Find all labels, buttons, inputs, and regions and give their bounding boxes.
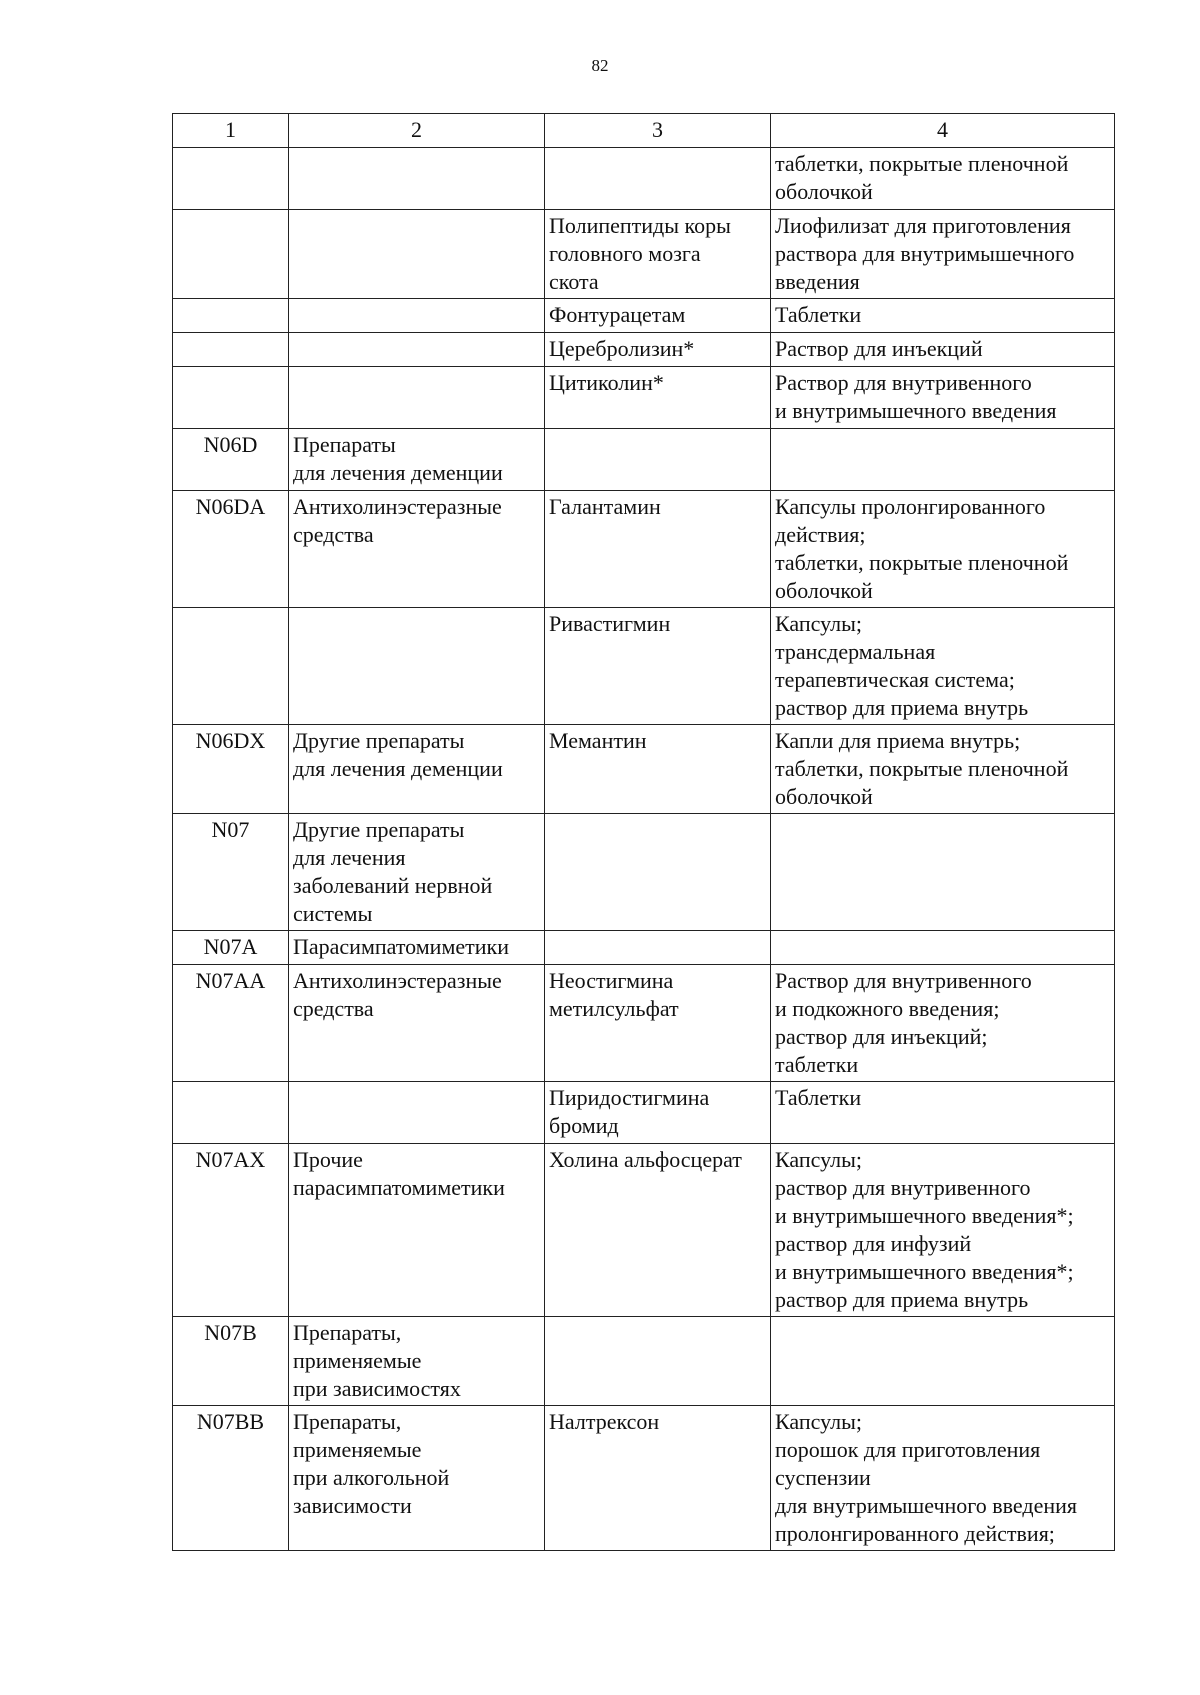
dosage-form-cell — [771, 333, 1115, 367]
drug-name-cell — [545, 1317, 771, 1406]
drug-name-cell — [545, 1406, 771, 1551]
drug-name-cell — [545, 1082, 771, 1144]
dosage-form-line: Таблетки — [775, 1085, 862, 1110]
anatomical-group-line: Антихолинэстеразные — [293, 968, 502, 993]
dosage-form-line: таблетки, покрытые пленочной — [775, 756, 1069, 781]
dosage-form-cell — [771, 429, 1115, 491]
drug-name-cell — [545, 1144, 771, 1317]
header-cell-2: 2 — [289, 114, 545, 148]
atc-code-cell: N07A — [173, 931, 289, 965]
table-row — [173, 1144, 1115, 1317]
drug-name-line: Фонтурацетам — [549, 302, 686, 327]
anatomical-group-cell — [289, 608, 545, 725]
table-row — [173, 1406, 1115, 1551]
table-row — [173, 725, 1115, 814]
table-row — [173, 931, 1115, 965]
drug-name-line: Церебролизин* — [549, 336, 695, 361]
dosage-form-line: введения — [775, 269, 860, 294]
anatomical-group-line: при зависимостях — [293, 1376, 461, 1401]
dosage-form-line: суспензии — [775, 1465, 871, 1490]
drug-table — [172, 113, 1115, 1551]
anatomical-group-cell — [289, 491, 545, 608]
table-row — [173, 814, 1115, 931]
dosage-form-line: Лиофилизат для приготовления — [775, 213, 1071, 238]
drug-name-cell — [545, 608, 771, 725]
anatomical-group-line: средства — [293, 522, 374, 547]
dosage-form-line: Капсулы пролонгированного — [775, 494, 1046, 519]
dosage-form-line: оболочкой — [775, 784, 873, 809]
dosage-form-cell — [771, 210, 1115, 299]
drug-name-line: бромид — [549, 1113, 619, 1138]
atc-code-cell — [173, 367, 289, 429]
dosage-form-line: порошок для приготовления — [775, 1437, 1041, 1462]
table-row — [173, 148, 1115, 210]
atc-code-cell — [173, 210, 289, 299]
dosage-form-line: Таблетки — [775, 302, 862, 327]
anatomical-group-line: средства — [293, 996, 374, 1021]
dosage-form-line: Капли для приема внутрь; — [775, 728, 1021, 753]
anatomical-group-line: Другие препараты — [293, 817, 465, 842]
dosage-form-line: и внутримышечного введения*; — [775, 1203, 1074, 1228]
atc-code-cell: N07 — [173, 814, 289, 931]
anatomical-group-line: зависимости — [293, 1493, 412, 1518]
dosage-form-line: раствор для приема внутрь — [775, 695, 1029, 720]
dosage-form-line: трансдермальная — [775, 639, 936, 664]
anatomical-group-cell — [289, 429, 545, 491]
anatomical-group-line: для лечения деменции — [293, 460, 503, 485]
drug-name-line: Ривастигмин — [549, 611, 671, 636]
dosage-form-line: таблетки — [775, 1052, 859, 1077]
dosage-form-line: раствора для внутримышечного — [775, 241, 1075, 266]
dosage-form-cell — [771, 1082, 1115, 1144]
table-row — [173, 965, 1115, 1082]
anatomical-group-line: для лечения деменции — [293, 756, 503, 781]
atc-code-cell: N06D — [173, 429, 289, 491]
dosage-form-cell — [771, 299, 1115, 333]
dosage-form-line: Раствор для внутривенного — [775, 968, 1032, 993]
table-row — [173, 491, 1115, 608]
drug-name-line: Полипептиды коры — [549, 213, 731, 238]
anatomical-group-line: системы — [293, 901, 373, 926]
anatomical-group-line: Препараты, — [293, 1320, 402, 1345]
anatomical-group-line: Прочие — [293, 1147, 363, 1172]
drug-name-line: Налтрексон — [549, 1409, 660, 1434]
dosage-form-line: действия; — [775, 522, 866, 547]
dosage-form-line: пролонгированного действия; — [775, 1521, 1055, 1546]
atc-code-cell — [173, 608, 289, 725]
header-cell-1: 1 — [173, 114, 289, 148]
dosage-form-line: Раствор для инъекций — [775, 336, 983, 361]
drug-name-cell — [545, 148, 771, 210]
dosage-form-cell — [771, 1144, 1115, 1317]
dosage-form-cell — [771, 931, 1115, 965]
anatomical-group-cell — [289, 210, 545, 299]
drug-name-cell — [545, 367, 771, 429]
atc-code-cell — [173, 299, 289, 333]
anatomical-group-line: Парасимпатомиметики — [293, 934, 509, 959]
atc-code-cell: N07AX — [173, 1144, 289, 1317]
table-row — [173, 1317, 1115, 1406]
dosage-form-cell — [771, 725, 1115, 814]
drug-name-line: Холина альфосцерат — [549, 1147, 742, 1172]
table-row — [173, 608, 1115, 725]
table-row — [173, 333, 1115, 367]
dosage-form-cell — [771, 608, 1115, 725]
drug-name-line: Цитиколин* — [549, 370, 664, 395]
dosage-form-cell — [771, 148, 1115, 210]
dosage-form-line: и внутримышечного введения*; — [775, 1259, 1074, 1284]
dosage-form-cell — [771, 965, 1115, 1082]
table-header-row — [173, 114, 1115, 148]
dosage-form-line: и подкожного введения; — [775, 996, 1000, 1021]
anatomical-group-cell — [289, 725, 545, 814]
drug-name-cell — [545, 210, 771, 299]
drug-name-cell — [545, 725, 771, 814]
anatomical-group-line: применяемые — [293, 1348, 422, 1373]
table-row — [173, 367, 1115, 429]
anatomical-group-cell — [289, 299, 545, 333]
anatomical-group-cell — [289, 1082, 545, 1144]
drug-name-line: метилсульфат — [549, 996, 679, 1021]
dosage-form-line: и внутримышечного введения — [775, 398, 1057, 423]
dosage-form-cell — [771, 1406, 1115, 1551]
dosage-form-line: таблетки, покрытые пленочной — [775, 151, 1069, 176]
anatomical-group-cell — [289, 148, 545, 210]
dosage-form-line: Капсулы; — [775, 1409, 863, 1434]
atc-code-cell: N06DA — [173, 491, 289, 608]
anatomical-group-cell — [289, 367, 545, 429]
dosage-form-line: Раствор для внутривенного — [775, 370, 1032, 395]
table-row — [173, 1082, 1115, 1144]
drug-name-cell — [545, 491, 771, 608]
anatomical-group-cell — [289, 333, 545, 367]
dosage-form-line: для внутримышечного введения — [775, 1493, 1078, 1518]
anatomical-group-line: для лечения — [293, 845, 406, 870]
anatomical-group-line: Антихолинэстеразные — [293, 494, 502, 519]
anatomical-group-line: заболеваний нервной — [293, 873, 493, 898]
dosage-form-line: раствор для приема внутрь — [775, 1287, 1029, 1312]
atc-code-cell — [173, 333, 289, 367]
drug-name-line: скота — [549, 269, 599, 294]
anatomical-group-cell — [289, 965, 545, 1082]
dosage-form-line: раствор для инъекций; — [775, 1024, 988, 1049]
table-row — [173, 210, 1115, 299]
dosage-form-line: таблетки, покрытые пленочной — [775, 550, 1069, 575]
anatomical-group-line: применяемые — [293, 1437, 422, 1462]
atc-code-cell — [173, 148, 289, 210]
drug-name-line: Пиридостигмина — [549, 1085, 710, 1110]
dosage-form-line: раствор для инфузий — [775, 1231, 972, 1256]
anatomical-group-cell — [289, 1406, 545, 1551]
anatomical-group-cell — [289, 814, 545, 931]
dosage-form-line: терапевтическая система; — [775, 667, 1015, 692]
dosage-form-cell — [771, 1317, 1115, 1406]
drug-name-line: головного мозга — [549, 241, 701, 266]
drug-name-line: Мемантин — [549, 728, 647, 753]
drug-name-line: Галантамин — [549, 494, 661, 519]
atc-code-cell: N07AA — [173, 965, 289, 1082]
anatomical-group-line: Другие препараты — [293, 728, 465, 753]
atc-code-cell — [173, 1082, 289, 1144]
anatomical-group-cell — [289, 1317, 545, 1406]
anatomical-group-line: при алкогольной — [293, 1465, 450, 1490]
drug-name-cell — [545, 299, 771, 333]
dosage-form-line: Капсулы; — [775, 1147, 863, 1172]
anatomical-group-cell — [289, 931, 545, 965]
table-row — [173, 429, 1115, 491]
dosage-form-cell — [771, 367, 1115, 429]
dosage-form-line: оболочкой — [775, 578, 873, 603]
drug-name-cell — [545, 931, 771, 965]
dosage-form-line: раствор для внутривенного — [775, 1175, 1031, 1200]
dosage-form-line: оболочкой — [775, 179, 873, 204]
anatomical-group-line: Препараты, — [293, 1409, 402, 1434]
anatomical-group-line: парасимпатомиметики — [293, 1175, 505, 1200]
atc-code-cell: N07BB — [173, 1406, 289, 1551]
header-cell-3: 3 — [545, 114, 771, 148]
table-row — [173, 299, 1115, 333]
dosage-form-line: Капсулы; — [775, 611, 863, 636]
dosage-form-cell — [771, 491, 1115, 608]
header-cell-4: 4 — [771, 114, 1115, 148]
atc-code-cell: N07B — [173, 1317, 289, 1406]
page-number: 82 — [591, 56, 609, 75]
drug-name-cell — [545, 333, 771, 367]
drug-name-cell — [545, 965, 771, 1082]
drug-name-cell — [545, 429, 771, 491]
drug-name-line: Неостигмина — [549, 968, 674, 993]
anatomical-group-line: Препараты — [293, 432, 396, 457]
drug-name-cell — [545, 814, 771, 931]
anatomical-group-cell — [289, 1144, 545, 1317]
dosage-form-cell — [771, 814, 1115, 931]
atc-code-cell: N06DX — [173, 725, 289, 814]
